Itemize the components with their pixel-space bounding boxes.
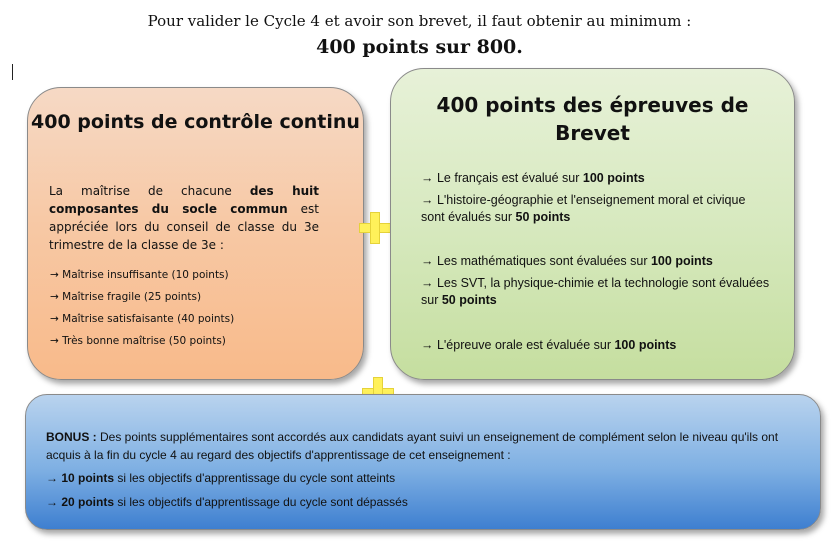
arrow-icon: → [46,495,62,509]
bonus-box [25,394,821,530]
right-box-title [391,91,794,147]
item-points: 100 points [650,254,713,268]
bonus-condition: si les objectifs d'apprentissage du cycle sont atteints [114,471,396,485]
item-text: → Les mathématiques sont évaluées sur [421,254,651,268]
arrow-icon: → [46,471,62,485]
item-points: 100 points [582,171,645,185]
plus-icon [359,212,391,244]
bonus-description [46,428,806,464]
left-box-title: 400 points de contrôle continu [31,111,360,133]
bonus-points: 10 points [61,471,115,485]
header-line1: Pour valider le Cycle 4 et avoir son brevet, il faut obtenir au minimum : [147,12,692,30]
list-item [421,253,781,270]
exams-box [390,68,795,380]
list-item: → Maîtrise fragile (25 points) [50,291,202,303]
list-item [421,337,781,354]
item-text: → Le français est évalué sur [421,171,583,185]
intro-text: La maîtrise de chacune [49,184,250,198]
bonus-line [46,495,408,509]
left-box-intro [49,182,319,254]
right-title-line2: Brevet [555,121,630,145]
bonus-condition: si les objectifs d'apprentissage du cycle sont dépassés [114,495,408,509]
mastery-levels-list [50,264,234,352]
bonus-label: BONUS : [46,430,97,444]
continuous-assessment-box [27,87,364,380]
right-title-line1: 400 points des épreuves de [436,93,749,117]
item-text: → L'histoire-géographie et l'enseignement moral et civique sont évalués sur [421,193,746,224]
list-item: → Maîtrise satisfaisante (40 points) [50,313,235,325]
item-points: 100 points [614,338,677,352]
list-item [421,192,771,226]
header-line2: 400 points sur 800. [316,36,523,58]
item-points: 50 points [441,293,497,307]
bonus-text: Des points supplémentaires sont accordés aux candidats ayant suivi un enseignement de complément selon le niveau qu'ils ont acquis à la fin du cycle 4 au regard des objectifs d'apprentissage de cet enseignement : [46,430,779,462]
list-item: → Maîtrise insuffisante (10 points) [50,269,229,281]
intro-bold: des huit composantes du socle commun [49,184,320,216]
intro-text-end: est appréciée lors du conseil de classe du 3e trimestre de la classe de 3e : [49,202,319,252]
item-text: → L'épreuve orale est évaluée sur [421,338,615,352]
item-points: 50 points [515,210,571,224]
bonus-line [46,471,395,485]
list-item: → Très bonne maîtrise (50 points) [50,335,226,347]
list-item [421,275,771,309]
text-cursor [12,64,13,80]
list-item [421,170,781,187]
bonus-points: 20 points [61,495,115,509]
item-text: → Les SVT, la physique-chimie et la technologie sont évaluées sur [421,276,770,307]
